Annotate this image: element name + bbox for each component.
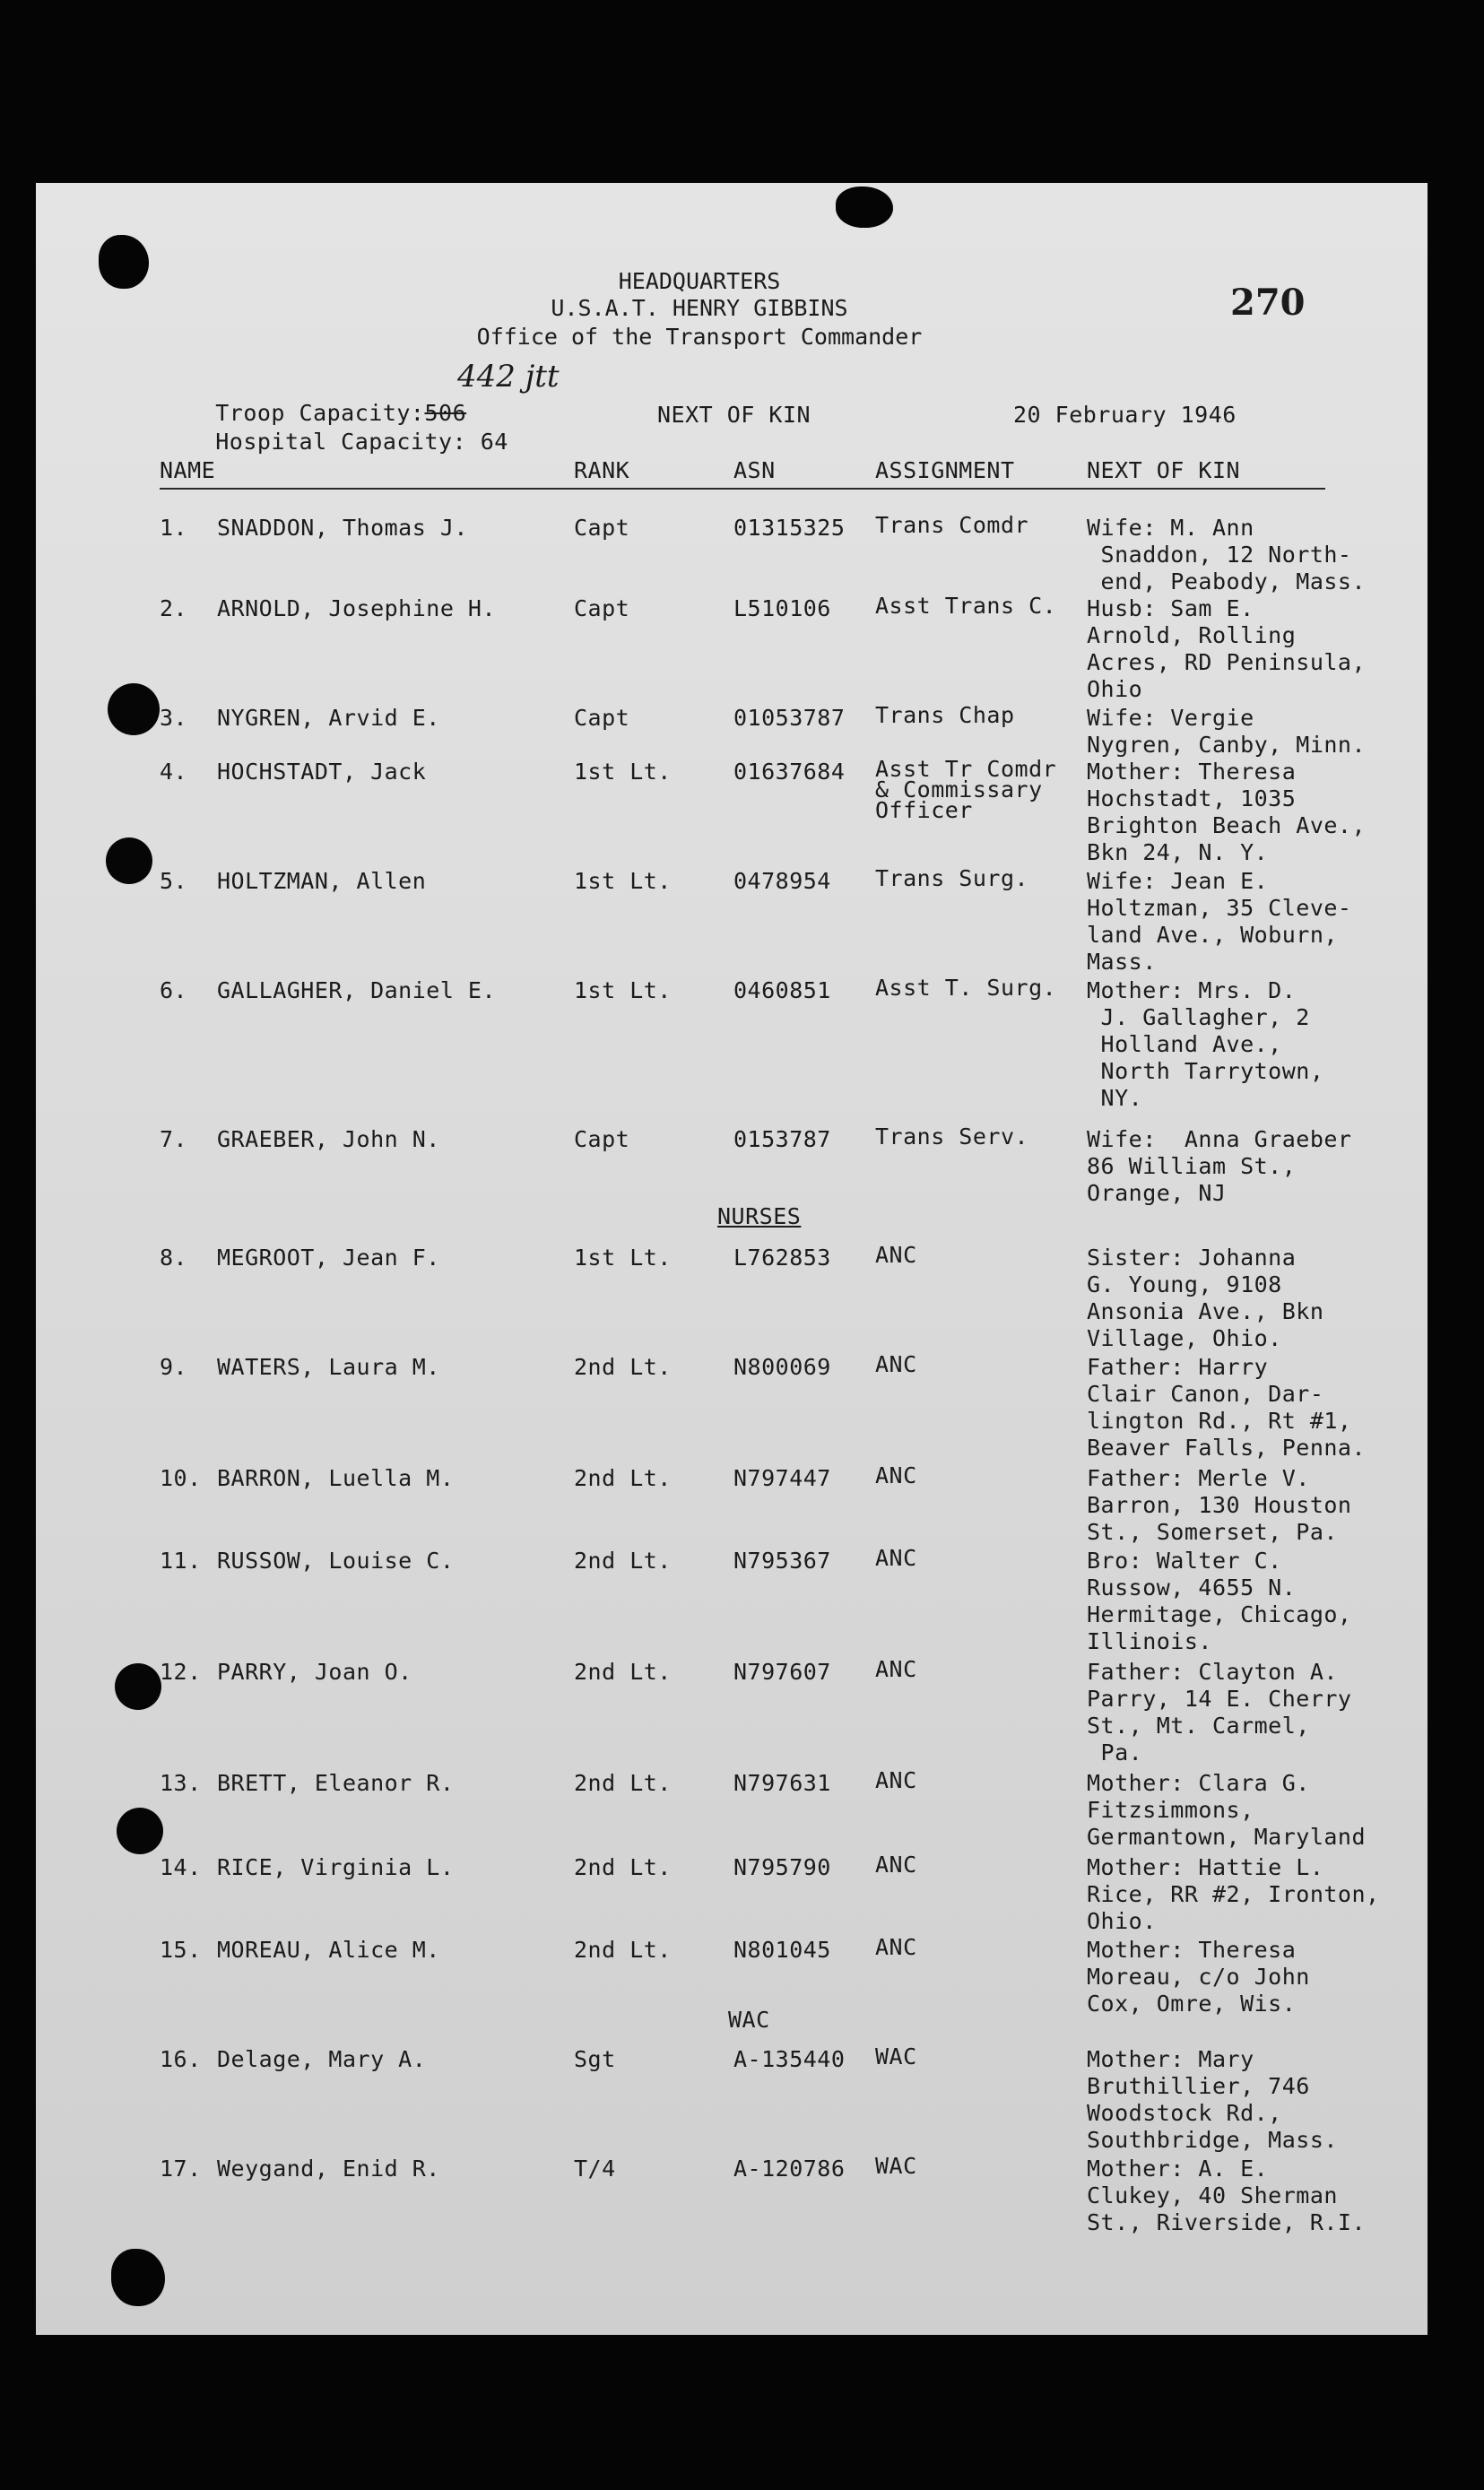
col-header-asn: ASN	[733, 457, 776, 483]
row-next-of-kin: Wife: Vergie Nygren, Canby, Minn.	[1087, 705, 1367, 758]
row-next-of-kin: Father: Harry Clair Canon, Dar- lington Rd., Rt #1, Beaver Falls, Penna.	[1087, 1354, 1367, 1461]
row-name: Weygand, Enid R.	[217, 2156, 440, 2182]
row-number: 6.	[160, 977, 188, 1003]
row-number: 14.	[160, 1854, 202, 1880]
section-label-nurses: NURSES	[717, 1203, 802, 1229]
row-assignment: ANC	[875, 1242, 917, 1268]
row-assignment: Trans Comdr	[875, 512, 1029, 538]
row-number: 3.	[160, 705, 188, 731]
row-assignment: Trans Chap	[875, 702, 1015, 728]
row-name: SNADDON, Thomas J.	[217, 515, 468, 541]
row-rank: 2nd Lt.	[574, 1354, 672, 1380]
row-rank: 2nd Lt.	[574, 1659, 672, 1685]
col-header-assignment: ASSIGNMENT	[875, 457, 1015, 483]
row-next-of-kin: Mother: A. E. Clukey, 40 Sherman St., Riverside, R.I.	[1087, 2156, 1367, 2235]
header-line-1: HEADQUARTERS	[618, 268, 781, 294]
document-page	[36, 183, 1428, 2335]
row-assignment: ANC	[875, 1934, 917, 1960]
ink-blot	[99, 235, 149, 289]
row-next-of-kin: Mother: Theresa Moreau, c/o John Cox, Omre, Wis.	[1087, 1937, 1310, 2017]
row-assignment: ANC	[875, 1852, 917, 1878]
punch-hole	[106, 837, 152, 884]
header-line-3: Office of the Transport Commander	[476, 324, 923, 350]
row-name: RUSSOW, Louise C.	[217, 1548, 455, 1574]
row-rank: 2nd Lt.	[574, 1465, 672, 1491]
row-asn: 0153787	[733, 1126, 831, 1152]
row-name: MOREAU, Alice M.	[217, 1937, 440, 1963]
row-rank: Sgt	[574, 2046, 616, 2072]
row-asn: N797631	[733, 1770, 831, 1796]
row-assignment: ANC	[875, 1351, 917, 1377]
row-name: HOCHSTADT, Jack	[217, 759, 427, 785]
troop-capacity-struck-value: 506	[424, 400, 467, 426]
row-rank: Capt	[574, 1126, 630, 1152]
col-header-next-of-kin: NEXT OF KIN	[1087, 457, 1241, 483]
row-asn: 01315325	[733, 515, 846, 541]
row-name: GRAEBER, John N.	[217, 1126, 440, 1152]
row-name: ARNOLD, Josephine H.	[217, 595, 497, 621]
row-asn: N801045	[733, 1937, 831, 1963]
row-next-of-kin: Mother: Hattie L. Rice, RR #2, Ironton, Ohio.	[1087, 1854, 1380, 1934]
row-name: NYGREN, Arvid E.	[217, 705, 440, 731]
row-next-of-kin: Mother: Mrs. D. J. Gallagher, 2 Holland Ave., North Tarrytown, NY.	[1087, 977, 1324, 1111]
row-next-of-kin: Father: Merle V. Barron, 130 Houston St., Somerset, Pa.	[1087, 1465, 1352, 1545]
row-asn: 01637684	[733, 759, 846, 785]
col-header-name: NAME	[160, 457, 216, 483]
ink-blot	[111, 2249, 165, 2306]
row-asn: L762853	[733, 1245, 831, 1271]
row-asn: 0478954	[733, 868, 831, 894]
row-rank: Capt	[574, 595, 630, 621]
row-rank: 1st Lt.	[574, 1245, 672, 1271]
row-name: PARRY, Joan O.	[217, 1659, 412, 1685]
hospital-capacity-label: Hospital Capacity:	[215, 429, 467, 455]
row-assignment: ANC	[875, 1656, 917, 1682]
row-assignment: Trans Surg.	[875, 865, 1029, 891]
row-asn: 01053787	[733, 705, 846, 731]
row-next-of-kin: Wife: M. Ann Snaddon, 12 North- end, Peabody, Mass.	[1087, 515, 1367, 594]
row-rank: 1st Lt.	[574, 868, 672, 894]
punch-hole	[108, 683, 160, 735]
row-rank: 1st Lt.	[574, 759, 672, 785]
row-assignment: WAC	[875, 2043, 917, 2069]
row-asn: N795790	[733, 1854, 831, 1880]
header-line-2: U.S.A.T. HENRY GIBBINS	[551, 295, 848, 321]
section-label-wac: WAC	[728, 2007, 770, 2033]
row-name: HOLTZMAN, Allen	[217, 868, 427, 894]
document-title: NEXT OF KIN	[657, 402, 811, 428]
row-name: Delage, Mary A.	[217, 2046, 427, 2072]
row-assignment: Trans Serv.	[875, 1124, 1029, 1150]
row-number: 4.	[160, 759, 188, 785]
row-number: 2.	[160, 595, 188, 621]
row-rank: Capt	[574, 705, 630, 731]
header-rule	[160, 488, 1325, 490]
row-assignment: ANC	[875, 1545, 917, 1571]
troop-capacity-handwritten: 442 jtt	[457, 359, 560, 395]
row-number: 7.	[160, 1126, 188, 1152]
row-number: 11.	[160, 1548, 202, 1574]
row-assignment: WAC	[875, 2153, 917, 2179]
page-number: 270	[1230, 282, 1306, 324]
row-next-of-kin: Sister: Johanna G. Young, 9108 Ansonia Ave., Bkn Village, Ohio.	[1087, 1245, 1324, 1351]
row-next-of-kin: Bro: Walter C. Russow, 4655 N. Hermitage, Chicago, Illinois.	[1087, 1548, 1352, 1654]
document-date: 20 February 1946	[1013, 402, 1237, 428]
row-asn: L510106	[733, 595, 831, 621]
row-rank: 2nd Lt.	[574, 1854, 672, 1880]
ink-blot	[836, 187, 893, 228]
row-next-of-kin: Wife: Anna Graeber 86 William St., Orange, NJ	[1087, 1126, 1352, 1206]
row-number: 13.	[160, 1770, 202, 1796]
row-next-of-kin: Husb: Sam E. Arnold, Rolling Acres, RD Peninsula, Ohio	[1087, 595, 1367, 702]
row-rank: 2nd Lt.	[574, 1937, 672, 1963]
row-asn: A-135440	[733, 2046, 846, 2072]
row-rank: 1st Lt.	[574, 977, 672, 1003]
punch-hole	[117, 1808, 163, 1854]
row-name: WATERS, Laura M.	[217, 1354, 440, 1380]
row-asn: 0460851	[733, 977, 831, 1003]
row-assignment: ANC	[875, 1462, 917, 1488]
hospital-capacity-value: 64	[480, 429, 508, 455]
row-name: GALLAGHER, Daniel E.	[217, 977, 497, 1003]
row-rank: T/4	[574, 2156, 616, 2182]
row-number: 12.	[160, 1659, 202, 1685]
row-name: MEGROOT, Jean F.	[217, 1245, 440, 1271]
row-number: 15.	[160, 1937, 202, 1963]
row-asn: N797607	[733, 1659, 831, 1685]
row-assignment: Asst Trans C.	[875, 593, 1057, 619]
row-next-of-kin: Father: Clayton A. Parry, 14 E. Cherry St., Mt. Carmel, Pa.	[1087, 1659, 1352, 1766]
row-next-of-kin: Mother: Theresa Hochstadt, 1035 Brighton Beach Ave., Bkn 24, N. Y.	[1087, 759, 1367, 865]
col-header-rank: RANK	[574, 457, 630, 483]
row-number: 10.	[160, 1465, 202, 1491]
row-number: 8.	[160, 1245, 188, 1271]
row-number: 9.	[160, 1354, 188, 1380]
row-asn: N797447	[733, 1465, 831, 1491]
row-next-of-kin: Wife: Jean E. Holtzman, 35 Cleve- land Ave., Woburn, Mass.	[1087, 868, 1352, 975]
row-next-of-kin: Mother: Clara G. Fitzsimmons, Germantown, Maryland	[1087, 1770, 1367, 1850]
row-number: 5.	[160, 868, 188, 894]
row-assignment: Asst T. Surg.	[875, 975, 1057, 1001]
row-name: RICE, Virginia L.	[217, 1854, 455, 1880]
row-name: BARRON, Luella M.	[217, 1465, 455, 1491]
troop-capacity-label: Troop Capacity:	[215, 400, 425, 426]
punch-hole	[115, 1663, 161, 1710]
row-rank: 2nd Lt.	[574, 1548, 672, 1574]
row-rank: Capt	[574, 515, 630, 541]
row-number: 1.	[160, 515, 188, 541]
row-asn: N795367	[733, 1548, 831, 1574]
row-name: BRETT, Eleanor R.	[217, 1770, 455, 1796]
row-assignment: Asst Tr Comdr & Commissary Officer	[875, 756, 1057, 823]
row-number: 16.	[160, 2046, 202, 2072]
row-next-of-kin: Mother: Mary Bruthillier, 746 Woodstock Rd., Southbridge, Mass.	[1087, 2046, 1338, 2153]
row-number: 17.	[160, 2156, 202, 2182]
row-asn: N800069	[733, 1354, 831, 1380]
row-assignment: ANC	[875, 1767, 917, 1793]
row-asn: A-120786	[733, 2156, 846, 2182]
row-rank: 2nd Lt.	[574, 1770, 672, 1796]
